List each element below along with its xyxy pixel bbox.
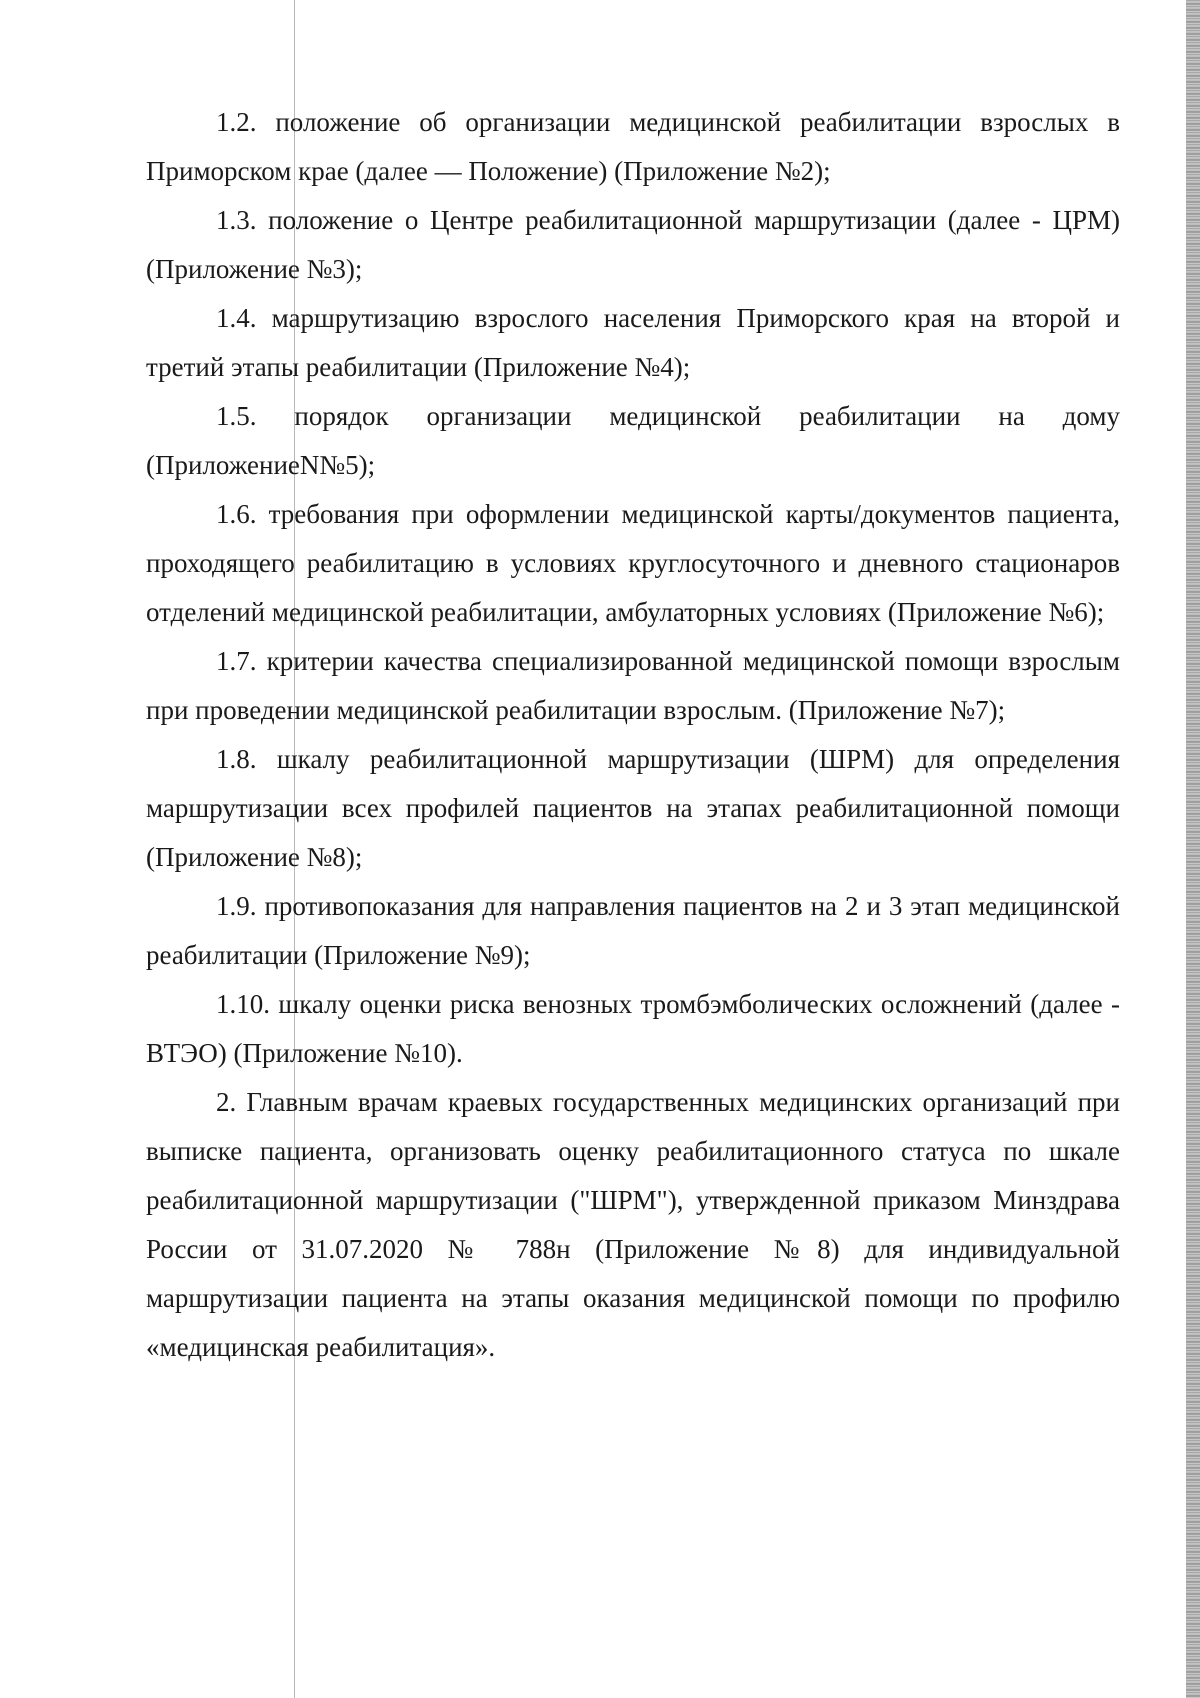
paragraph-1-8: 1.8. шкалу реабилитационной маршрутизации (ШРМ) для определения маршрутизации всех профилей пациентов на этапах реабилитационной помощи (Приложение №8);	[146, 744, 1120, 872]
paragraph-1-4: 1.4. маршрутизацию взрослого населения Приморского края на второй и третий этапы реабилитации (Приложение №4);	[146, 303, 1120, 382]
paragraph-2: 2. Главным врачам краевых государственных медицинских организаций при выписке пациента, организовать оценку реабилитационного статуса по шкале реабилитационной маршрутизации ("ШРМ"), утвержденной приказом Минздрава России от 31.07.2020 № 788н (Приложение №8) для индивидуальной маршрутизации пациента на этапы оказания медицинской помощи по профилю «медицинская реабилитация».	[146, 1087, 1120, 1362]
paragraph-1-6: 1.6. требования при оформлении медицинской карты/документов пациента, проходящего реабилитацию в условиях круглосуточного и дневного стационаров отделений медицинской реабилитации, амбулаторных условиях (Приложение №6);	[146, 499, 1120, 627]
paragraph-1-3: 1.3. положение о Центре реабилитационной маршрутизации (далее - ЦРМ) (Приложение №3);	[146, 205, 1120, 284]
document-body	[146, 98, 1120, 1372]
paragraph-1-7: 1.7. критерии качества специализированной медицинской помощи взрослым при проведении медицинской реабилитации взрослым. (Приложение №7);	[146, 646, 1120, 725]
paragraph-1-2: 1.2. положение об организации медицинской реабилитации взрослых в Приморском крае (далее — Положение) (Приложение №2);	[146, 107, 1120, 186]
paragraph-1-9: 1.9. противопоказания для направления пациентов на 2 и 3 этап медицинской реабилитации (Приложение №9);	[146, 891, 1120, 970]
paragraph-1-10: 1.10. шкалу оценки риска венозных тромбэмболических осложнений (далее - ВТЭО) (Приложение №10).	[146, 989, 1120, 1068]
paragraph-1-5: 1.5. порядок организации медицинской реабилитации на дому (ПриложениеN№5);	[146, 401, 1120, 480]
scan-edge-artifact	[1186, 0, 1200, 1698]
